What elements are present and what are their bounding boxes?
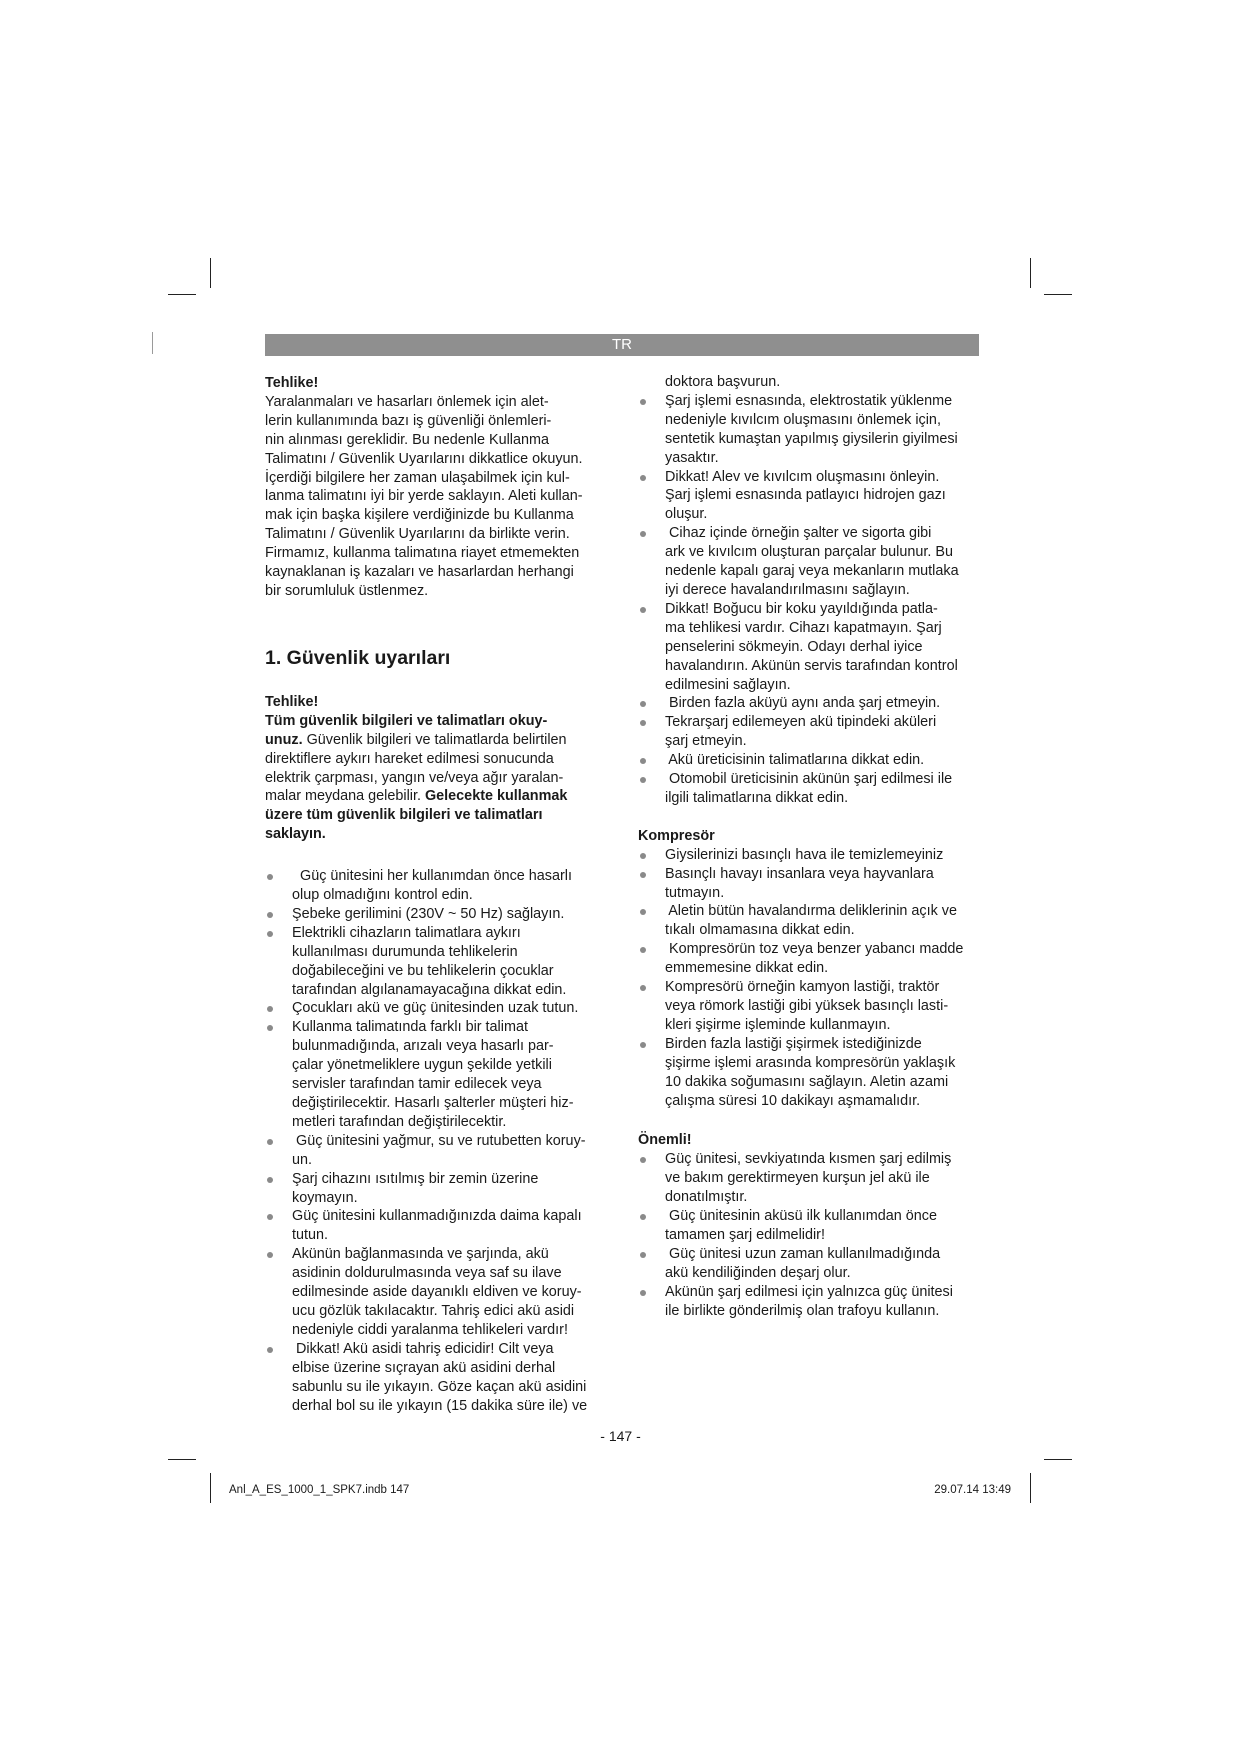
bullet-text-line: Birden fazla lastiği şişirmek istediğinizde — [665, 1035, 922, 1052]
bullet-text-line: koymayın. — [292, 1189, 358, 1206]
bullet-text-line: ark ve kıvılcım oluşturan parçalar bulunur. Bu — [665, 544, 953, 561]
bullet-dot-icon — [267, 912, 273, 918]
text-bold: Tüm güvenlik bilgileri ve talimatları okuy- — [265, 712, 548, 729]
text-line: Yaralanmaları ve hasarları önlemek için alet- — [265, 393, 549, 410]
text-line: bir sorumluluk üstlenmez. — [265, 582, 429, 599]
bullet-text-line: donatılmıştır. — [665, 1189, 748, 1206]
bullet-text-line: tutun. — [292, 1227, 329, 1244]
bullet-dot-icon — [640, 777, 646, 783]
bullet-dot-icon — [640, 758, 646, 764]
bullet-text-line: servisler tarafından tamir edilecek veya — [292, 1076, 542, 1093]
text-line: lanma talimatını iyi bir yerde saklayın. Aleti kullan- — [265, 488, 583, 505]
text-line: kaynaklanan iş kazaları ve hasarlardan herhangi — [265, 564, 574, 581]
charging-bullet-list — [638, 392, 984, 808]
bullet-item — [638, 940, 984, 978]
bullet-text-line: Dikkat! Boğucu bir koku yayıldığında patla- — [665, 600, 938, 617]
bullet-text-line: Dikkat! Akü asidi tahriş edicidir! Cilt veya — [292, 1340, 554, 1357]
bullet-dot-icon — [267, 1177, 273, 1183]
bullet-text-line: nedeniyle ciddi yaralanma tehlikeleri vardır! — [292, 1321, 568, 1338]
bullet-text-line: edilmesinde aside dayanıklı eldiven ve koruy- — [292, 1284, 582, 1301]
bullet-item — [638, 902, 984, 940]
bullet-dot-icon — [640, 1214, 646, 1220]
bullet-text-line: Dikkat! Alev ve kıvılcım oluşmasını önleyin. — [665, 468, 940, 485]
text-span: malar meydana gelebilir. — [265, 788, 425, 805]
bullet-text-line: derhal bol su ile yıkayın (15 dakika süre ile) ve — [292, 1397, 588, 1414]
bullet-text-line: akü kendiliğinden deşarj olur. — [665, 1264, 851, 1281]
bullet-text-line: Güç ünitesini kullanmadığınızda daima kapalı — [292, 1208, 582, 1225]
bullet-text-line: havalandırın. Akünün servis tarafından kontrol — [665, 657, 958, 674]
bullet-text-line: Şarj cihazını ısıtılmış bir zemin üzerine — [292, 1170, 539, 1187]
bullet-text-line: yasaktır. — [665, 449, 719, 466]
bullet-item — [638, 865, 984, 903]
text-line: Firmamız, kullanma talimatına riayet etmemekten — [265, 545, 580, 562]
crop-mark — [1030, 1473, 1031, 1503]
crop-mark — [210, 1473, 211, 1503]
bullet-text-line: Kompresörün toz veya benzer yabancı madde — [665, 941, 964, 958]
bullet-text-line: olup olmadığını kontrol edin. — [292, 887, 473, 904]
bullet-text-line: Elektrikli cihazların talimatlara aykırı — [292, 924, 521, 941]
bullet-item — [265, 1170, 611, 1208]
bullet-item — [265, 1132, 611, 1170]
bullet-text-line: tarafından algılanamayacağına dikkat edin. — [292, 981, 567, 998]
bullet-text-line: Çocukları akü ve güç ünitesinden uzak tutun. — [292, 1000, 579, 1017]
crop-mark — [1044, 294, 1072, 295]
bullet-text-line: Güç ünitesi uzun zaman kullanılmadığında — [665, 1245, 941, 1262]
bullet-text-line: Kompresörü örneğin kamyon lastiği, traktör — [665, 979, 940, 996]
text-line: İçerdiği bilgilere her zaman ulaşabilmek için kul- — [265, 469, 570, 486]
bullet-text-line: ucu gözlük takılacaktır. Tahriş edici akü asidi — [292, 1302, 575, 1319]
text-line: Talimatını / Güvenlik Uyarılarını da birlikte verin. — [265, 526, 570, 543]
bullet-text-line: Tekrarşarj edilemeyen akü tipindeki aküleri — [665, 714, 937, 731]
bullet-dot-icon — [267, 1214, 273, 1220]
bullet-text-line: iyi derece havalandırılmasını sağlayın. — [665, 581, 910, 598]
bullet-text-line: kullanılması durumunda tehlikelerin — [292, 943, 518, 960]
bullet-text-line: Güç ünitesi, sevkiyatında kısmen şarj edilmiş — [665, 1151, 952, 1168]
bullet-item — [265, 924, 611, 1000]
crop-mark — [1030, 258, 1031, 288]
text-line: elektrik çarpması, yangın ve/veya ağır yaralan- — [265, 769, 564, 786]
bullet-text-line: çalışma süresi 10 dakikayı aşmamalıdır. — [665, 1092, 921, 1109]
bullet-item — [265, 1018, 611, 1131]
crop-mark — [1044, 1459, 1072, 1460]
intro-paragraph — [265, 393, 611, 601]
bullet-dot-icon — [267, 1006, 273, 1012]
bullet-text-line: Kullanma talimatında farklı bir talimat — [292, 1019, 528, 1036]
bullet-text-line: Şebeke gerilimini (230V ~ 50 Hz) sağlayın. — [292, 905, 565, 922]
bullet-dot-icon — [267, 1139, 273, 1145]
bullet-text-line: ma tehlikesi vardır. Cihazı kapatmayın. Şarj — [665, 619, 942, 636]
bullet-dot-icon — [267, 874, 273, 880]
text-line: mak için başka kişilere verdiğinizde bu Kullanma — [265, 507, 574, 524]
bullet-dot-icon — [640, 475, 646, 481]
text-span: Güvenlik bilgileri ve talimatlarda belirtilen — [302, 731, 567, 748]
bullet-dot-icon — [267, 1347, 273, 1353]
compressor-bullet-list — [638, 846, 984, 1111]
bullet-text-line: Aletin bütün havalandırma deliklerinin açık ve — [665, 903, 957, 920]
important-heading: Önemli! — [638, 1132, 692, 1149]
compressor-heading: Kompresör — [638, 827, 715, 844]
bullet-text-line: Cihaz içinde örneğin şalter ve sigorta gibi — [665, 525, 932, 542]
bullet-text-line: un. — [292, 1151, 313, 1168]
warning-heading: Tehlike! — [265, 375, 319, 391]
important-bullet-list — [638, 1150, 984, 1320]
language-header-bar — [265, 334, 979, 356]
bullet-text-line: asidinin doldurulmasında veya saf su ilave — [292, 1265, 562, 1282]
bullet-item — [638, 1283, 984, 1321]
bullet-text-line: Güç ünitesinin aküsü ilk kullanımdan önce — [665, 1208, 937, 1225]
bullet-text-line: şarj etmeyin. — [665, 733, 747, 750]
bullet-dot-icon — [640, 399, 646, 405]
bullet-text-line: edilmesini sağlayın. — [665, 676, 791, 693]
bullet-item — [638, 751, 984, 770]
text-line: nin alınması gereklidir. Bu nedenle Kullanma — [265, 431, 549, 448]
bullet-dot-icon — [640, 720, 646, 726]
bullet-dot-icon — [640, 1157, 646, 1163]
bullet-item — [265, 1340, 611, 1416]
bullet-dot-icon — [640, 1042, 646, 1048]
right-column — [638, 373, 984, 1321]
bullet-dot-icon — [267, 1025, 273, 1031]
warning-heading-2: Tehlike! — [265, 693, 319, 710]
bullet-text-line: tutmayın. — [665, 884, 725, 901]
bullet-text-line: Giysilerinizi basınçlı hava ile temizlemeyiniz — [665, 846, 944, 863]
text-line: üzere tüm güvenlik bilgileri ve talimatları — [265, 807, 543, 824]
bullet-item — [638, 770, 984, 808]
bullet-text-line: tamamen şarj edilmelidir! — [665, 1226, 825, 1243]
bullet-text-line: Güç ünitesini yağmur, su ve rutubetten koruy- — [292, 1132, 586, 1149]
bullet-text-line: Akünün şarj edilmesi için yalnızca güç ünitesi — [665, 1283, 953, 1300]
language-code: TR — [612, 336, 632, 353]
text-line: saklayın. — [265, 826, 326, 843]
crop-mark — [168, 1459, 196, 1460]
bullet-item — [638, 1035, 984, 1111]
bullet-text-line: metleri tarafından değiştirilecektir. — [292, 1113, 507, 1130]
bullet-text-line: tıkalı olmamasına dikkat edin. — [665, 922, 855, 939]
bullet-text-line: Birden fazla aküyü aynı anda şarj etmeyin. — [665, 695, 941, 712]
left-column — [265, 374, 611, 1415]
bullet-item — [265, 905, 611, 924]
crop-mark — [152, 332, 153, 354]
bullet-dot-icon — [640, 947, 646, 953]
bullet-dot-icon — [640, 985, 646, 991]
section-title: 1. Güvenlik uyarıları — [265, 646, 451, 669]
bullet-text-line: emmemesine dikkat edin. — [665, 960, 829, 977]
bullet-dot-icon — [640, 909, 646, 915]
bullet-item — [638, 392, 984, 468]
bullet-item — [638, 978, 984, 1035]
bullet-dot-icon — [267, 931, 273, 937]
bullet-dot-icon — [640, 607, 646, 613]
bullet-item — [638, 524, 984, 600]
bullet-text-line: nedenle kapalı garaj veya mekanların mutlaka — [665, 563, 959, 580]
bullet-text-line: ilgili talimatlarına dikkat edin. — [665, 789, 849, 806]
bullet-text-line: şişirme işlemi arasında kompresörün yaklaşık — [665, 1054, 956, 1071]
bullet-item — [638, 1245, 984, 1283]
bullet-text-line: Akünün bağlanmasında ve şarjında, akü — [292, 1246, 549, 1263]
bullet-text-line: bulunmadığında, arızalı veya hasarlı par- — [292, 1038, 554, 1055]
bullet-text-line: sabunlu su ile yıkayın. Göze kaçan akü asidini — [292, 1378, 587, 1395]
bullet-text-line: Akü üreticisinin talimatlarına dikkat edin. — [665, 752, 925, 769]
text-line: lerin kullanımında bazı iş güvenliği önlemleri- — [265, 412, 552, 429]
bullet-text-line: Basınçlı havayı insanlara veya hayvanlara — [665, 865, 934, 882]
bullet-text-line: Otomobil üreticisinin akünün şarj edilmesi ile — [665, 771, 953, 788]
bullet-text-line: ile birlikte gönderilmiş olan trafoyu kullanın. — [665, 1302, 940, 1319]
bullet-item — [638, 1150, 984, 1207]
bullet-item — [265, 1207, 611, 1245]
bullet-text-line: çalar yönetmeliklere uygun şekilde yetkili — [292, 1057, 552, 1074]
crop-mark — [210, 258, 211, 288]
safety-bullet-list — [265, 867, 611, 1415]
bullet-item — [265, 1245, 611, 1340]
bullet-item — [638, 468, 984, 525]
bullet-dot-icon — [640, 701, 646, 707]
bullet-text-line: Şarj işlemi esnasında patlayıcı hidrojen gazı — [665, 487, 946, 504]
bullet-item — [638, 713, 984, 751]
bullet-text-line: ve bakım gerektirmeyen kurşun jel akü ile — [665, 1170, 930, 1187]
bullet-dot-icon — [267, 1252, 273, 1258]
footer-file-info: Anl_A_ES_1000_1_SPK7.indb 147 — [229, 1484, 410, 1496]
bullet-item — [638, 600, 984, 695]
bullet-item — [638, 694, 984, 713]
bullet-dot-icon — [640, 531, 646, 537]
bullet-dot-icon — [640, 872, 646, 878]
continued-line: doktora başvurun. — [665, 374, 781, 390]
bullet-text-line: oluşur. — [665, 506, 708, 523]
bullet-text-line: Güç ünitesini her kullanımdan önce hasarlı — [292, 868, 572, 885]
bullet-item — [265, 999, 611, 1018]
bullet-dot-icon — [640, 1252, 646, 1258]
warning-paragraph — [265, 712, 611, 844]
page-number: - 147 - — [600, 1428, 641, 1444]
bullet-item — [638, 846, 984, 865]
bullet-item — [265, 867, 611, 905]
bullet-dot-icon — [640, 1290, 646, 1296]
text-bold: unuz. — [265, 731, 303, 748]
text-line: Talimatını / Güvenlik Uyarılarını dikkatlice okuyun. — [265, 450, 583, 467]
bullet-text-line: penselerini sökmeyin. Odayı derhal iyice — [665, 638, 923, 655]
bullet-text-line: Şarj işlemi esnasında, elektrostatik yüklenme — [665, 392, 953, 409]
bullet-text-line: kleri şişirme işleminde kullanmayın. — [665, 1016, 891, 1033]
bullet-text-line: doğabileceğini ve bu tehlikelerin çocuklar — [292, 962, 554, 979]
bullet-text-line: nedeniyle kıvılcım oluşmasını önlemek için, — [665, 411, 941, 428]
bullet-text-line: 10 dakika soğumasını sağlayın. Aletin azami — [665, 1073, 949, 1090]
bullet-dot-icon — [640, 853, 646, 859]
bullet-text-line: veya römork lastiği gibi yüksek basınçlı lasti- — [665, 998, 949, 1014]
bullet-item — [638, 1207, 984, 1245]
footer-datetime: 29.07.14 13:49 — [934, 1484, 1011, 1496]
bullet-text-line: sentetik kumaştan yapılmış giysilerin giyilmesi — [665, 430, 958, 447]
bullet-text-line: değiştirilecektir. Hasarlı şalterler müşteri hiz- — [292, 1095, 574, 1111]
crop-mark — [168, 294, 196, 295]
text-bold: Gelecekte kullanmak — [424, 788, 568, 805]
bullet-text-line: elbise üzerine sıçrayan akü asidini derhal — [292, 1359, 556, 1376]
text-line: direktiflere aykırı hareket edilmesi sonucunda — [265, 750, 554, 767]
